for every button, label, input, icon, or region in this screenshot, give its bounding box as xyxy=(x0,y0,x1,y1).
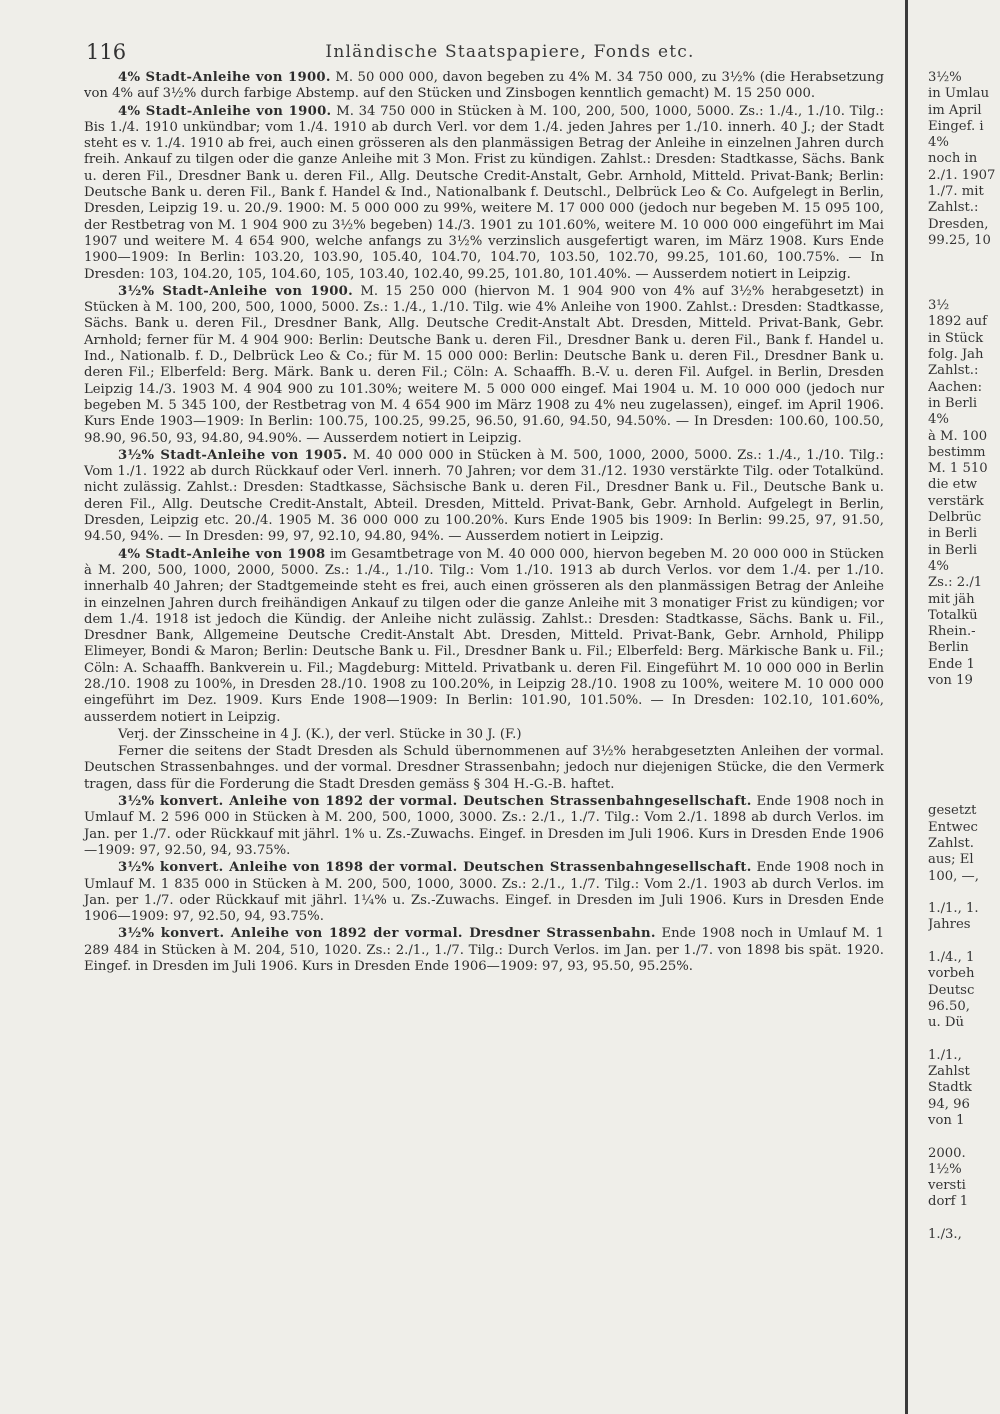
entry-title: 3½% konvert. Anleihe von 1892 der vormal. Dresdner Strassenbahn. xyxy=(118,926,656,942)
adjacent-line-fragment: mit jäh xyxy=(928,591,975,607)
adjacent-line-fragment xyxy=(928,282,1000,298)
adjacent-line-fragment: Delbrüc xyxy=(928,510,982,526)
adjacent-line-fragment: Deutsc xyxy=(928,982,975,998)
entry-paragraph xyxy=(84,860,884,925)
adjacent-line-fragment xyxy=(928,689,1000,705)
entry-paragraph xyxy=(84,70,884,103)
entry-paragraph xyxy=(84,794,884,859)
entry-title: 4% Stadt-Anleihe von 1900. xyxy=(118,70,331,85)
adjacent-line-fragment: Aachen: xyxy=(928,379,983,395)
adjacent-line-fragment: Zahlst. xyxy=(928,835,974,851)
adjacent-line-fragment: 1892 auf xyxy=(928,314,987,330)
adjacent-line-fragment: 2000. xyxy=(928,1145,966,1161)
entry-text: Ende 1908 noch in Umlauf M. 1 835 000 in Stücken à M. 200, 500, 1000, 3000. Zs.: 2./1., 1./7. Tilg.: Vom 2./1. 1903 ab durch Verlos. im Jan. per 1./7. oder Rückkauf mit jährl. 1¼% u. Zs.-Zuwachs. Eingef. in Dresden im Juli 1906. Kurs in Dresden Ende 1906—1909: 97, 92.50, 94, 93.75%. xyxy=(84,860,884,925)
adjacent-line-fragment: im April xyxy=(928,102,982,118)
adjacent-line-fragment: 1./3., xyxy=(928,1227,962,1243)
adjacent-line-fragment: M. 1 510 xyxy=(928,461,988,477)
entry-text: M. 40 000 000 in Stücken à M. 500, 1000, 2000, 5000. Zs.: 1./4., 1./10. Tilg.: Vom 1./1. 1922 ab durch Rückkauf oder Verl. innerh. 70 Jahren; vor dem 31./12. 1930 verstärkte Tilg. oder Totalkünd. nicht zulässig. Zahlst.: Dresden: Stadtkasse, Sächsische Bank u. deren Fil., Dresdner Bank u. Fil., Deutsche Bank u. deren Fil., Allg. Deutsche Credit-Anstalt, Abteil. Dresden, Mitteld. Privat-Bank, Gebr. Arnhold. Aufgelegt in Berlin, Dresden, Leipzig etc. 20./4. 1905 M. 36 000 000 zu 100.20%. Kurs Ende 1905 bis 1909: In Berlin: 99.25, 97, 91.50, 94.50, 94%. — In Dresden: 99, 97, 92.10, 94.80, 94%. — Ausserdem notiert in Leipzig. xyxy=(84,447,884,545)
main-text-column xyxy=(84,70,884,975)
entry-title: 3½% Stadt-Anleihe von 1905. xyxy=(118,447,348,463)
entry-title: 4% Stadt-Anleihe von 1900. xyxy=(118,103,332,119)
adjacent-line-fragment: 1./4., 1 xyxy=(928,950,975,966)
adjacent-line-fragment: aus; El xyxy=(928,852,974,868)
adjacent-line-fragment: à M. 100 xyxy=(928,428,988,444)
adjacent-line-fragment: Ende 1 xyxy=(928,656,975,672)
entry-text: Verj. der Zinsscheine in 4 J. (K.), der verl. Stücke in 30 J. (F.) xyxy=(118,726,522,742)
adjacent-line-fragment xyxy=(928,787,1000,803)
adjacent-line-fragment xyxy=(928,934,1000,950)
entry-text: M. 50 000 000, davon begeben zu 4% M. 34 750 000, zu 3½% (die Herabsetzung von 4% auf 3½% durch farbige Abstemp. auf den Stücken und Zinsbogen kenntlich gemacht) M. 15 250 000. xyxy=(84,70,884,102)
adjacent-line-fragment: 1./1., 1. xyxy=(928,901,979,917)
adjacent-line-fragment: Zs.: 2./1 xyxy=(928,575,983,591)
adjacent-line-fragment: 4% xyxy=(928,558,949,574)
adjacent-line-fragment: noch in xyxy=(928,151,978,167)
entry-text: M. 15 250 000 (hiervon M. 1 904 900 von 4% auf 3½% herabgesetzt) in Stücken à M. 100, 200, 500, 1000, 5000. Zs.: 1./4., 1./10. Tilg. wie 4% Anleihe von 1900. Zahlst.: Dresden: Stadtkasse, Sächs. Bank u. deren Fil., Dresdner Bank, Allg. Deutsche Credit-Anstalt Abt. Dresden, Mitteld. Privat-Bank, Gebr. Arnhold; ferner für M. 4 904 900: Berlin: Deutsche Bank u. deren Fil., Dresdner Bank u. deren Fil., Bank f. Handel u. Ind., Nationalb. f. D., Delbrück Leo & Co.; für M. 15 000 000: Berlin: Deutsche Bank u. deren Fil., Dresdner Bank u. deren Fil.; Elberfeld: Berg. Märk. Bank u. deren Fil.; Cöln: A. Schaaffh. B.-V. u. deren Fil. Aufgel. in Berlin, Dresden Leipzig 14./3. 1903 M. 4 904 900 zu 101.30%; weitere M. 5 000 000 eingef. Mai 1904 u. M. 10 000 000 (jedoch nur begeben M. 5 345 100, der Restbetrag von M. 4 654 900 im März 1908 zu 4% neu zugelassen), eingef. im April 1906. Kurs Ende 1903—1909: In Berlin: 100.75, 100.25, 99.25, 96.50, 91.60, 94.50, 94.50%. — In Dresden: 100.60, 100.50, 98.90, 96.50, 93, 94.80, 94.90%. — Ausserdem notiert in Leipzig. xyxy=(84,283,884,446)
adjacent-line-fragment: Zahlst.: xyxy=(928,363,979,379)
adjacent-line-fragment: 1½% xyxy=(928,1161,962,1177)
adjacent-line-fragment xyxy=(928,738,1000,754)
adjacent-line-fragment: von 19 xyxy=(928,672,973,688)
adjacent-line-fragment: 4% xyxy=(928,135,949,151)
adjacent-line-fragment xyxy=(928,266,1000,282)
adjacent-line-fragment: Stadtk xyxy=(928,1080,972,1096)
adjacent-line-fragment: in Berli xyxy=(928,542,978,558)
adjacent-line-fragment: versti xyxy=(928,1178,966,1194)
adjacent-line-fragment: Entwec xyxy=(928,819,978,835)
entry-paragraph xyxy=(84,744,884,793)
adjacent-line-fragment: die etw xyxy=(928,477,978,493)
adjacent-line-fragment: 1./7. mit xyxy=(928,184,984,200)
page-number: 116 xyxy=(86,40,127,64)
adjacent-line-fragment: 4% xyxy=(928,412,949,428)
adjacent-line-fragment: 96.50, xyxy=(928,998,970,1014)
running-head: Inländische Staatspapiere, Fonds etc. xyxy=(325,42,695,62)
entry-paragraph xyxy=(84,926,884,975)
adjacent-line-fragment: Zahlst xyxy=(928,1064,970,1080)
adjacent-line-fragment: u. Dü xyxy=(928,1015,964,1031)
entry-paragraph xyxy=(84,284,884,447)
entry-text: Ende 1908 noch in Umlauf M. 1 289 484 in Stücken à M. 204, 510, 1020. Zs.: 2./1., 1./7. Tilg.: Durch Verlos. im Jan. per 1./7. von 1898 bis spät. 1920. Eingef. in Dresden im Juli 1906. Kurs in Dresden Ende 1906—1909: 97, 93, 95.50, 95.25%. xyxy=(84,926,884,975)
adjacent-line-fragment: von 1 xyxy=(928,1113,965,1128)
adjacent-page-column xyxy=(928,70,1000,1243)
adjacent-line-fragment: dorf 1 xyxy=(928,1194,969,1210)
adjacent-line-fragment xyxy=(928,771,1000,787)
adjacent-line-fragment: Zahlst.: xyxy=(928,200,979,216)
entry-title: 3½% konvert. Anleihe von 1892 der vormal. Deutschen Strassenbahngesellschaft. xyxy=(118,794,752,810)
adjacent-line-fragment xyxy=(928,249,1000,265)
adjacent-line-fragment: 3½% xyxy=(928,70,962,85)
adjacent-line-fragment xyxy=(928,706,1000,722)
entry-paragraph xyxy=(84,727,884,743)
adjacent-line-fragment xyxy=(928,1211,1000,1227)
adjacent-line-fragment: 99.25, 10 xyxy=(928,232,991,248)
adjacent-line-fragment xyxy=(928,1129,1000,1145)
adjacent-line-fragment: Totalkü xyxy=(928,607,978,623)
adjacent-line-fragment: in Stück xyxy=(928,330,984,346)
entry-title: 3½% Stadt-Anleihe von 1900. xyxy=(118,283,354,299)
entry-text: Ende 1908 noch in Umlauf M. 2 596 000 in Stücken à M. 200, 500, 1000, 3000. Zs.: 2./1., 1./7. Tilg.: Vom 2./1. 1898 ab durch Verlos. im Jan. per 1./7. oder Rückkauf mit jährl. 1% u. Zs.-Zuwachs. Eingef. in Dresden im Juli 1906. Kurs in Dresden Ende 1906—1909: 97, 92.50, 94, 93.75%. xyxy=(84,794,884,858)
adjacent-line-fragment: in Berli xyxy=(928,526,978,542)
entry-title: 4% Stadt-Anleihe von 1908 xyxy=(118,546,326,562)
adjacent-line-fragment: in Berli xyxy=(928,395,978,411)
adjacent-line-fragment: 100, —, xyxy=(928,868,979,884)
entry-text: im Gesamtbetrage von M. 40 000 000, hiervon begeben M. 20 000 000 in Stücken à M. 200, 500, 1000, 2000, 5000. Zs.: 1./4., 1./10. Tilg.: Vom 1./10. 1913 ab durch Verlos. vor dem 1./4. per 1./10. innerhalb 40 Jahren; der Stadtgemeinde steht es frei, auch einen grösseren als den planmässigen Betrag der Anleihe in einzelnen Jahren durch freihändigen Ankauf zu tilgen oder die ganze Anleihe mit 3 monatiger Frist zu kündigen; vor dem 1./4. 1918 ist jedoch die Kündig. der Anleihe nicht zulässig. Zahlst.: Dresden: Stadtkasse, Sächs. Bank u. Fil., Dresdner Bank, Allgemeine Deutsche Credit-Anstalt Abt. Dresden, Mitteld. Privat-Bank, Gebr. Arnhold, Philipp Elimeyer, Bondi & Maron; Berlin: Deutsche Bank u. Fil., Dresdner Bank u. Fil.; Elberfeld: Berg. Märkische Bank u. Fil.; Cöln: A. Schaaffh. Bankverein u. Fil.; Magdeburg: Mitteld. Privatbank u. deren Fil. Eingeführt M. 10 000 000 in Berlin 28./10. 1908 zu 100%, in Dresden 28./10. 1908 zu 100.20%, in Leipzig 28./10. 1908 zu 100%, weitere M. 10 000 000 eingeführt im Dez. 1909. Kurs Ende 1908—1909: In Berlin: 101.90, 101.50%. — In Dresden: 102.10, 101.60%, ausserdem notiert in Leipzig. xyxy=(84,546,885,725)
entry-text: M. 34 750 000 in Stücken à M. 100, 200, 500, 1000, 5000. Zs.: 1./4., 1./10. Tilg.: Bis 1./4. 1910 unkündbar; vom 1./4. 1910 ab durch Verl. vor dem 1./4. jeden Jahres per 1./10. innerh. 40 J.; der Stadt steht es v. 1./4. 1910 ab frei, auch einen grösseren als den planmässigen Betrag der Anleihe in einzelnen Jahren durch freih. Ankauf zu tilgen oder die ganze Anleihe mit 3 Mon. Frist zu kündigen. Zahlst.: Dresden: Stadtkasse, Sächs. Bank u. deren Fil., Dresdner Bank u. deren Fil., Allg. Deutsche Credit-Anstalt, Gebr. Arnhold, Mitteld. Privat-Bank; Berlin: Deutsche Bank u. deren Fil., Bank f. Handel & Ind., Nationalbank f. Deutschl., Delbrück Leo & Co. Aufgelegt in Berlin, Dresden, Leipzig 19. u. 20./9. 1900: M. 5 000 000 zu 99%, weitere M. 17 000 000 (jedoch nur begeben M. 15 095 100, der Restbetrag von M. 1 904 900 zu 3½% begeben) 14./3. 1901 zu 101.60%, weitere M. 10 000 000 eingeführt im Mai 1907 und weitere M. 4 654 900, welche anfangs zu 3½% verzinslich ausgefertigt waren, im März 1908. Kurs Ende 1900—1909: In Berlin: 103.20, 103.90, 105.40, 104.70, 104.70, 103.50, 102.70, 99.25, 101.60, 100.75%. — In Dresden: 103, 104.20, 105, 104.60, 105, 103.40, 102.40, 99.25, 101.80, 101.40%. — Ausserdem notiert in Leipzig. xyxy=(84,103,884,282)
adjacent-line-fragment: Dresden, xyxy=(928,216,989,232)
adjacent-line-fragment xyxy=(928,885,1000,901)
adjacent-line-fragment: vorbeh xyxy=(928,966,975,982)
adjacent-line-fragment: 94, 96 xyxy=(928,1096,970,1112)
adjacent-line-fragment: Eingef. i xyxy=(928,118,984,134)
entry-paragraph xyxy=(84,104,884,283)
adjacent-line-fragment: Berlin xyxy=(928,640,969,656)
gutter-line xyxy=(905,0,908,1414)
adjacent-line-fragment: gesetzt xyxy=(928,803,977,819)
entry-paragraph xyxy=(84,547,884,726)
entry-title: 3½% konvert. Anleihe von 1898 der vormal. Deutschen Strassenbahngesellschaft. xyxy=(118,860,752,876)
adjacent-line-fragment: verstärk xyxy=(928,493,984,509)
adjacent-line-fragment xyxy=(928,1032,1000,1048)
adjacent-line-fragment: 3½ xyxy=(928,298,950,314)
adjacent-line-fragment: Jahres xyxy=(928,917,971,933)
adjacent-line-fragment: in Umlau xyxy=(928,86,990,102)
entry-paragraph xyxy=(84,448,884,546)
adjacent-line-fragment: 1./1., xyxy=(928,1047,962,1063)
entry-text: Ferner die seitens der Stadt Dresden als Schuld übernommenen auf 3½% herabgesetzten Anleihen der vormal. Deutschen Strassenbahnges. und der vormal. Dresdner Strassenbahn; jedoch nur diejenigen Stücke, die den Vermerk tragen, dass für die Forderung die Stadt Dresden gemäss § 304 H.-G.-B. haftet. xyxy=(84,744,884,792)
adjacent-line-fragment: 2./1. 1907 xyxy=(928,167,996,183)
adjacent-line-fragment xyxy=(928,722,1000,738)
adjacent-line-fragment: bestimm xyxy=(928,444,986,460)
adjacent-line-fragment xyxy=(928,754,1000,770)
adjacent-line-fragment: Rhein.- xyxy=(928,624,976,640)
adjacent-line-fragment: folg. Jah xyxy=(928,347,984,363)
